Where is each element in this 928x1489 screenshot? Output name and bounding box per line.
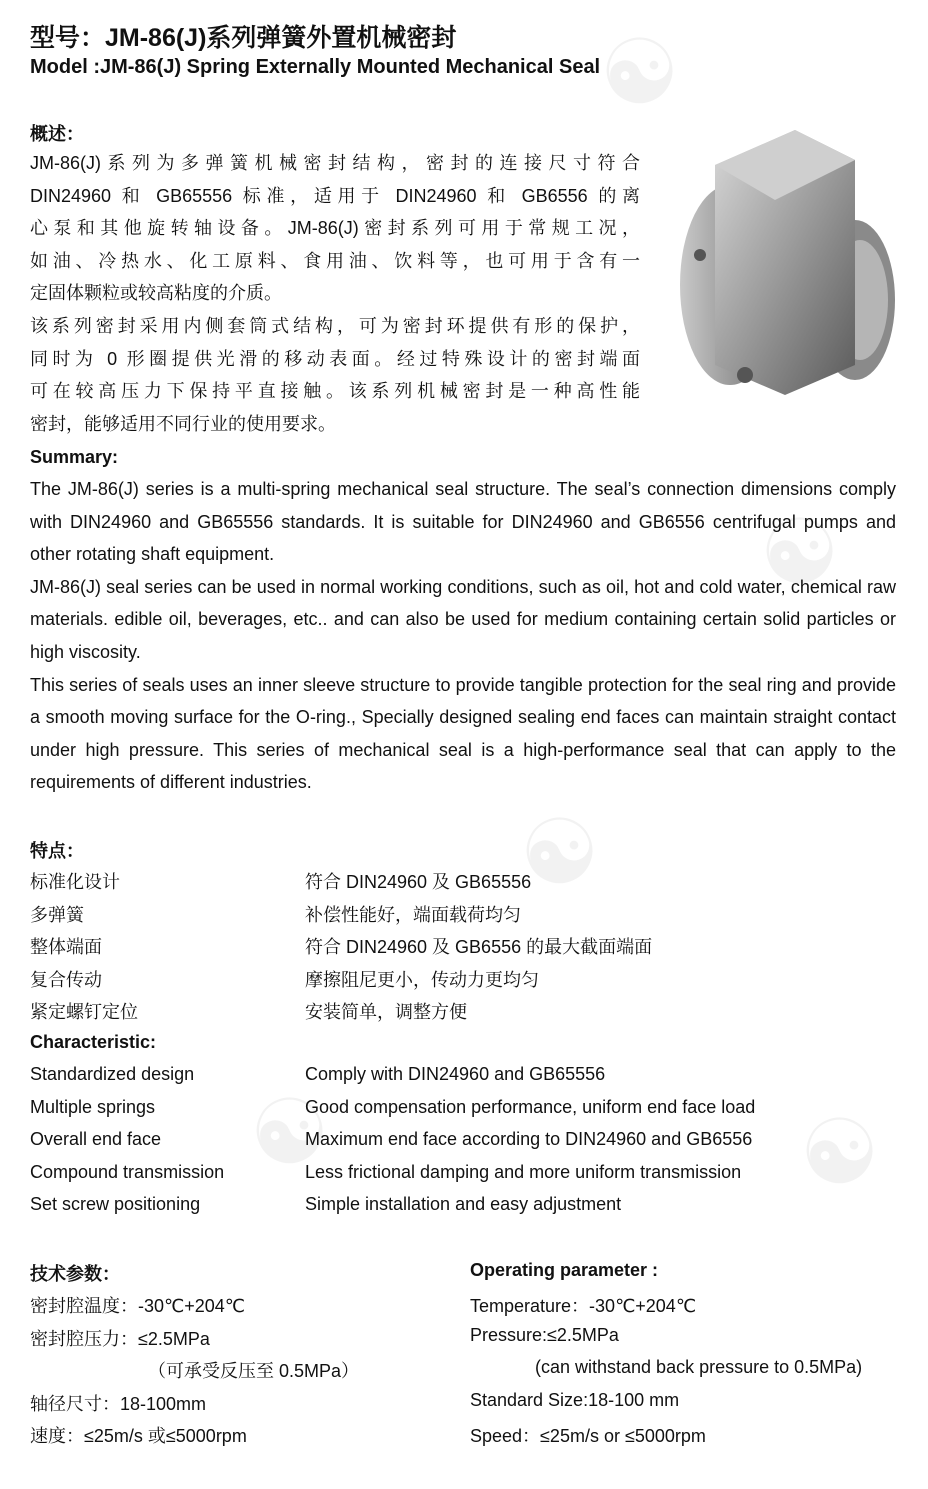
- feature-desc: 符合 DIN24960 及 GB6556 的最大截面端面: [305, 937, 653, 958]
- feature-name: 紧定螺钉定位: [30, 1002, 138, 1023]
- param-line: （可承受反压至 0.5MPa）: [148, 1361, 360, 1382]
- page-title-en: Model :JM-86(J) Spring Externally Mounted Mechanical Seal: [30, 56, 601, 78]
- feature-desc: 安装简单，调整方便: [305, 1002, 467, 1023]
- overview-heading: 概述：: [30, 124, 84, 144]
- features-cn-heading: 特点：: [30, 841, 84, 861]
- feature-desc: Less frictional damping and more uniform transmission: [305, 1161, 742, 1182]
- overview-line: 密封，能够适用不同行业的使用要求。: [30, 413, 336, 434]
- feature-name: 复合传动: [30, 969, 102, 990]
- watermark: ☯: [585, 12, 696, 134]
- params-en-heading: Operating parameter :: [470, 1260, 659, 1280]
- param-line: Temperature：-30℃+204℃: [470, 1296, 697, 1316]
- param-line: Standard Size:18-100 mm: [470, 1389, 680, 1410]
- overview-line: 同时为 0 形圈提供光滑的移动表面。经过特殊设计的密封端面: [30, 348, 640, 369]
- feature-name: 整体端面: [30, 937, 102, 958]
- param-line: 密封腔温度：-30℃+204℃: [30, 1296, 245, 1316]
- overview-line: 该系列密封采用内侧套筒式结构，可为密封环提供有形的保护，: [30, 315, 640, 336]
- feature-name: Set screw positioning: [30, 1194, 201, 1215]
- summary-heading: Summary:: [30, 447, 119, 467]
- page-title-cn: 型号：JM-86(J)系列弹簧外置机械密封: [30, 24, 457, 52]
- summary-paragraph: This series of seals uses an inner sleeve structure to provide tangible protection for the seal ring and provide a smooth moving surface for the O-ring., Specially designed sealing end faces can maintain straight contact under high pressure. This series of mechanical seal is a high-performance seal that can apply to the requirements of different industries.: [30, 674, 896, 793]
- overview-line: 心泵和其他旋转轴设备。JM-86(J)密封系列可用于常规工况，: [30, 218, 640, 239]
- params-cn-heading: 技术参数：: [30, 1264, 120, 1284]
- feature-name: Overall end face: [30, 1129, 162, 1150]
- watermark: ☯: [785, 1092, 896, 1214]
- param-line: 速度：≤25m/s 或≤5000rpm: [30, 1426, 247, 1447]
- overview-text: [30, 147, 640, 440]
- param-line: 密封腔压力：≤2.5MPa: [30, 1328, 210, 1349]
- feature-desc: Comply with DIN24960 and GB65556: [305, 1064, 606, 1084]
- overview-line: JM-86(J)系列为多弹簧机械密封结构，密封的连接尺寸符合: [30, 153, 640, 173]
- feature-desc: Good compensation performance, uniform end face load: [305, 1096, 756, 1117]
- feature-name: Multiple springs: [30, 1096, 156, 1117]
- param-line: (can withstand back pressure to 0.5MPa): [535, 1357, 863, 1378]
- summary-paragraph: The JM-86(J) series is a multi-spring mechanical seal structure. The seal’s connection dimensions comply with DIN24960 and GB65556 standards. It is suitable for DIN24960 and GB6556 centrifugal pumps and other rotating shaft equipment.: [30, 479, 896, 565]
- features-en-heading: Characteristic:: [30, 1032, 157, 1052]
- feature-desc: Simple installation and easy adjustment: [305, 1194, 622, 1215]
- feature-name: 标准化设计: [30, 872, 120, 892]
- feature-name: Standardized design: [30, 1064, 195, 1084]
- param-line: Speed：≤25m/s or ≤5000rpm: [470, 1426, 706, 1447]
- feature-desc: 摩擦阻尼更小，传动力更均匀: [305, 969, 539, 990]
- feature-desc: Maximum end face according to DIN24960 and GB6556: [305, 1129, 753, 1150]
- overview-line: DIN24960 和 GB65556 标准，适用于 DIN24960 和 GB6556 的离: [30, 185, 640, 206]
- overview-line: 定固体颗粒或较高粘度的介质。: [30, 283, 282, 304]
- summary-text: [30, 473, 896, 799]
- feature-name: Compound transmission: [30, 1161, 225, 1182]
- product-image-mechanical-seal: [655, 125, 905, 425]
- param-line: 轴径尺寸：18-100mm: [30, 1393, 207, 1414]
- feature-desc: 补偿性能好，端面载荷均匀: [305, 904, 521, 925]
- summary-paragraph: JM-86(J) seal series can be used in normal working conditions, such as oil, hot and cold water, chemical raw materials. edible oil, beverages, etc.. and can also be used for medium containing certain solid particles or high viscosity.: [30, 576, 896, 662]
- feature-desc: 符合 DIN24960 及 GB65556: [305, 872, 532, 892]
- watermark: ☯: [505, 792, 616, 914]
- overview-line: 如油、冷热水、化工原料、食用油、饮料等，也可用于含有一: [30, 250, 640, 271]
- watermark: ☯: [745, 492, 856, 614]
- overview-line: 可在较高压力下保持平直接触。该系列机械密封是一种高性能: [30, 381, 640, 402]
- feature-name: 多弹簧: [30, 904, 84, 925]
- watermark: ☯: [235, 1072, 346, 1194]
- param-line: Pressure:≤2.5MPa: [470, 1324, 619, 1345]
